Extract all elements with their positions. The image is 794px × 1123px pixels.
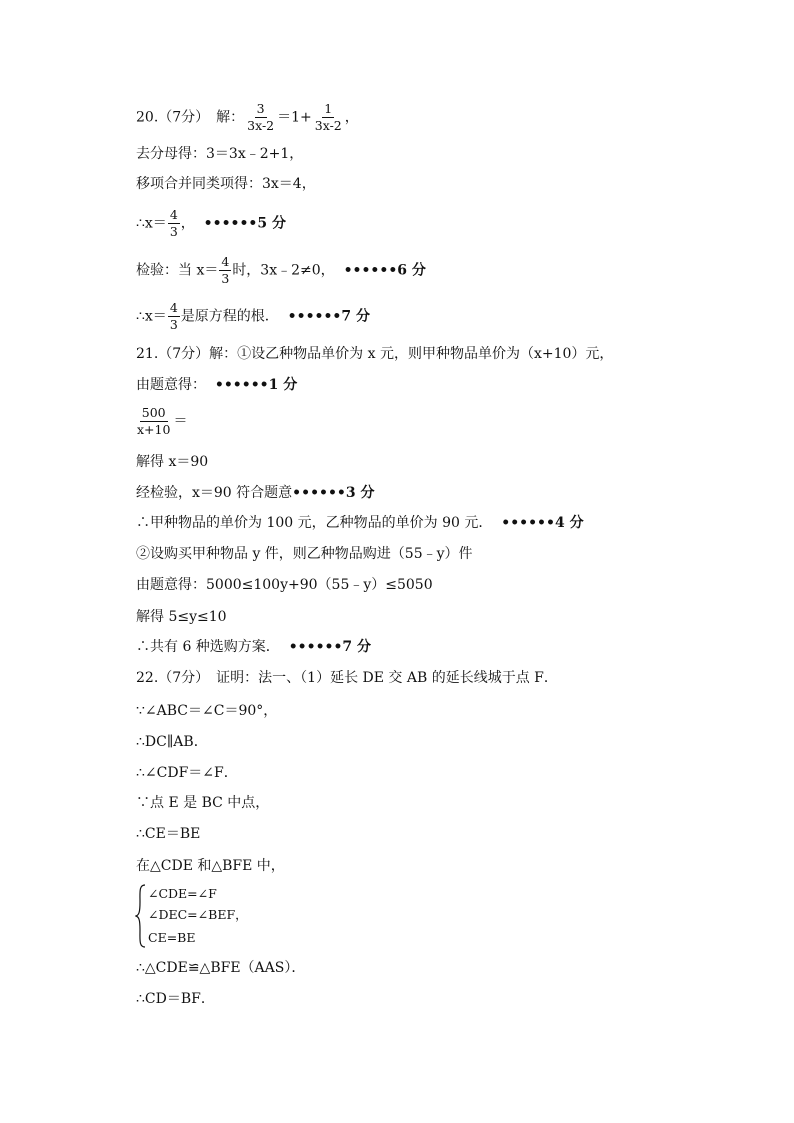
q22-line-1: 22.（7分） 证明：法一、（1）延长 DE 交 AB 的延长线城于点 F． [136, 670, 558, 686]
score-dots: •••••• [203, 215, 258, 232]
q20-line-2: 去分母得：3＝3x﹣2+1， [136, 146, 304, 162]
q20-fraction-four-thirds: $\frac{4}{3}$ [169, 300, 178, 332]
q20-fraction-left: $\frac{3}{3x-2}$ [247, 101, 275, 133]
q22-line-8: ∴△CDE≌△BFE（AAS）． [136, 960, 306, 976]
score-dots: •••••• [288, 639, 343, 655]
q20-line-6: ∴x＝ $\frac{4}{3}$ 是原方程的根． ••••••7 分 [136, 300, 370, 332]
q21-line-4: 解得 x＝90 [136, 454, 209, 470]
case-line-1: ∠CDE=∠F [148, 886, 217, 901]
score-dots: •••••• [343, 262, 398, 279]
q21-fraction: $\frac{500}{x+10}$ [137, 405, 171, 437]
q20-fraction-right: $\frac{1}{3x-2}$ [314, 101, 342, 133]
score-3: 3 分 [345, 485, 375, 501]
q21-line-6: ∴甲种物品的单价为 100 元，乙种物品的单价为 90 元． ••••••4 分 [136, 515, 584, 531]
q22-line-7: 在△CDE 和△BFE 中， [136, 858, 285, 874]
q21-line-2: 由题意得： ••••••1 分 [136, 377, 298, 393]
score-7: 7 分 [342, 639, 372, 655]
q22-line-9: ∴CD＝BF． [136, 991, 215, 1007]
score-dots: •••••• [287, 308, 342, 325]
left-brace [135, 884, 147, 948]
q21-line-7: ②设购买甲种物品 y 件，则乙种物品购进（55﹣y）件 [136, 546, 473, 562]
score-dots: •••••• [214, 377, 269, 393]
score-1: 1 分 [268, 377, 298, 393]
q21-line-9: 解得 5≤y≤10 [136, 609, 227, 625]
q21-line-10: ∴共有 6 种选购方案． ••••••7 分 [136, 639, 372, 655]
q22-line-6: ∴CE＝BE [136, 826, 201, 842]
case-line-2: ∠DEC=∠BEF， [148, 907, 248, 922]
score-6: 6 分 [397, 262, 426, 279]
q20-heading: 20.（7分） 解： [136, 109, 245, 126]
score-4: 4 分 [554, 515, 584, 531]
q22-line-2: ∵∠ABC＝∠C＝90°， [136, 703, 278, 719]
q20-fraction-four-thirds: $\frac{4}{3}$ [169, 207, 178, 239]
q20-line-5: 检验：当 x＝ $\frac{4}{3}$ 时，3x﹣2≠0， ••••••6 分 [136, 254, 426, 286]
q20-fraction-four-thirds: $\frac{4}{3}$ [221, 254, 230, 286]
q22-line-3: ∴DC∥AB． [136, 734, 208, 750]
score-dots: •••••• [292, 485, 346, 501]
q20-line-3: 移项合并同类项得：3x＝4， [136, 176, 316, 192]
case-line-3: CE=BE [148, 930, 196, 945]
q22-line-4: ∴∠CDF＝∠F． [136, 765, 238, 781]
q20-line-1: 20.（7分） 解： $\frac{3}{3x-2}$ ＝1+ $\frac{1}{3x-2}$ ， [136, 101, 359, 133]
score-5: 5 分 [257, 215, 286, 232]
q22-line-5: ∵点 E 是 BC 中点， [136, 795, 270, 811]
q21-line-8: 由题意得：5000≤100y+90（55﹣y）≤5050 [136, 577, 433, 593]
q21-line-5: 经检验，x＝90 符合题意••••••3 分 [136, 485, 375, 501]
score-dots: •••••• [501, 515, 555, 531]
score-7: 7 分 [341, 308, 370, 325]
q20-line-4: ∴x＝ $\frac{4}{3}$ ， ••••••5 分 [136, 207, 286, 239]
q20-equals-one-plus: ＝1+ [277, 109, 312, 126]
q21-line-1: 21.（7分）解：①设乙种物品单价为 x 元，则甲种物品单价为（x+10）元， [136, 346, 614, 362]
q21-line-3: $\frac{500}{x+10}$ ＝ [137, 405, 188, 437]
